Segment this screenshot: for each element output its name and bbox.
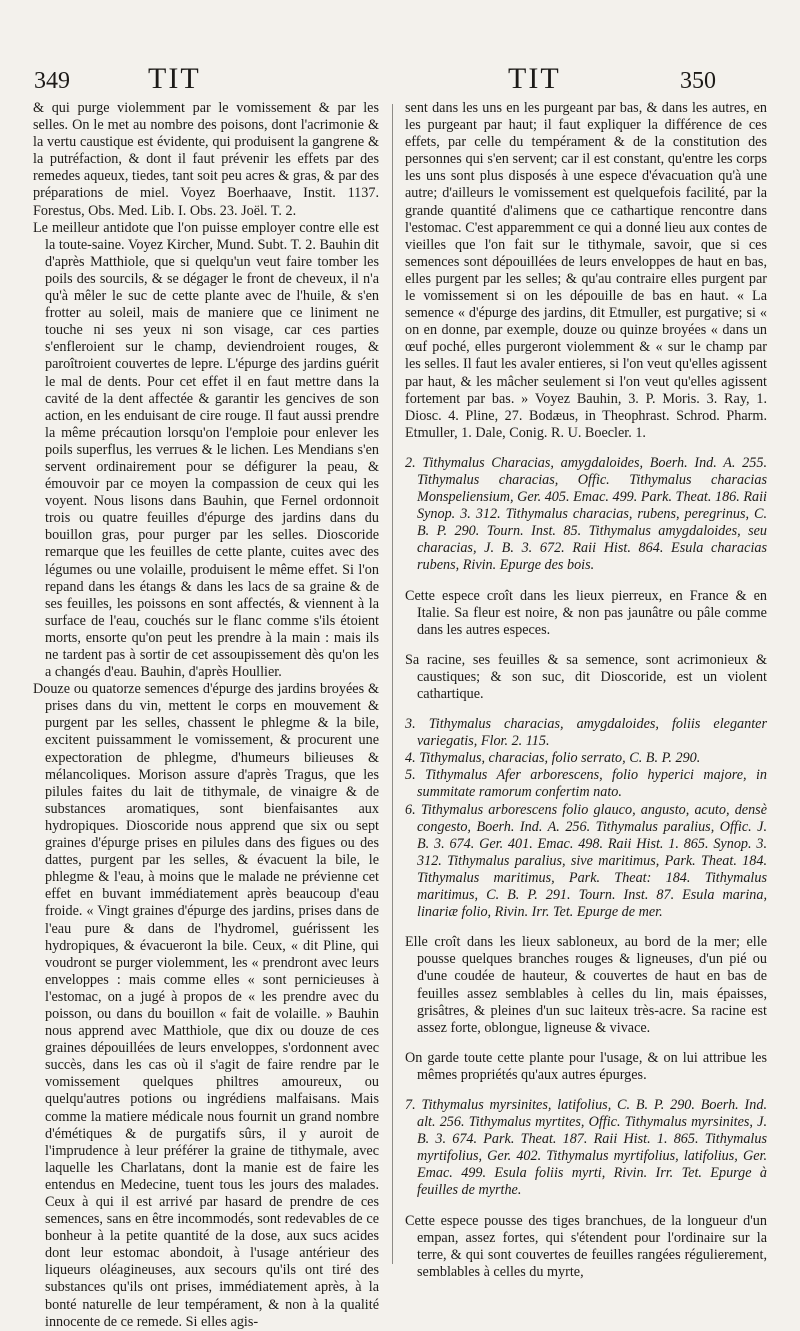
species-entry-6: 6. Tithymalus arborescens folio glauco, angusto, acuto, densè congesto, Boerh. Ind. A. 256. Tithymalus paralius, Offic. J. B. 3. 674. Ger. 401. Emac. 498. Raii Hist. 1. 865. Synop. 3. 312. Tithymalus paralius, sive maritimus, Park. Theat. 184. Tithymalus maritimus, Park. Theat: 184. Tithymalus maritimus, C. B. P. 291. Tourn. Inst. 87. Esula marina, linariæ folio, Rivin. Irr. Tet. Epurge de mer.: [405, 801, 767, 921]
left-column: [33, 100, 379, 1331]
page-number-left: 349: [34, 68, 70, 94]
paragraph: Douze ou quatorze semences d'épurge des jardins broyées & prises dans du vin, mettent le corps en mouvement & purgent par les selles, chassent le phlegme & la bile, excitent puissamment le vomissement, & procurent une expectoration de phlegme, d'humeurs bilieuses & mélancoliques. Morison assure d'après Tragus, que les pilules faites du lait de tithymale, de vinaigre & de substances aromatiques, sont bienfaisantes aux hydropiques. Dioscoride nous apprend que six ou sept graines d'épurge prises en pilules dans des figues ou des dattes, purgent par les selles, & évacuent la bile, le phlegme & l'eau, à moins que le malade ne prévienne cet effet en buvant immédiatement après beaucoup d'eau froide. « Vingt graines d'épurge des jardins, prises dans de l'eau pure & dans de l'hydromel, guérissent les hydropiques, & évacueront la bile. Ceux, « dit Pline, qui voudront se purger violemment, les « prendront avec leurs enveloppes : mais comme elles « sont pernicieuses à l'estomac, on a jugé à propos de « les prendre avec du poisson, ou dans du bouillon « fait de volaille. » Bauhin nous apprend avec Matthiole, que dix ou douze de ces graines dépouillées de leurs enveloppes, s'ordonnent avec succès, dans les cas où il s'agit de faire rendre par le vomissement quelques philtres amoureux, ou quelqu'autres potions ou ingrédiens malfaisans. Mais comme la matiere médicale nous fournit un grand nombre d'émétiques & de purgatifs sûrs, il y auroit de l'imprudence à leur préférer la graine de tithymale, avec laquelle les Charlatans, dont la manie est de faire les entendus en Medecine, tuent tous les jours des malades. Ceux à qui il est arrivé par hasard de prendre de ces semences, sans en être incommodés, sont redevables de ce bonheur à la petite quantité de la dose, aux sucs acides dont leur estomac abondoit, à l'usage antérieur des liqueurs oléagineuses, aux secours qu'ils ont tiré des substances qu'ils ont prises, immédiatement après, à la bonté naturelle de leur tempérament, & non à la qualité innocente de ce remede. Si elles agis-: [33, 681, 379, 1330]
paragraph: Cette espece pousse des tiges branchues, de la longueur d'un empan, assez fortes, qui s'étendent pour l'ordinaire sur la terre, & qui sont couvertes de feuilles rangées régulierement, semblables à celles du myrte,: [405, 1212, 767, 1280]
running-title-right: TIT: [508, 62, 561, 95]
paragraph: Cette espece croît dans les lieux pierreux, en France & en Italie. Sa fleur est noire, & non pas jaunâtre ou pâle comme dans les autres especes.: [405, 587, 767, 638]
paragraph: Sa racine, ses feuilles & sa semence, sont acrimonieux & caustiques; & son suc, dit Dioscoride, est un violent cathartique.: [405, 651, 767, 702]
running-header: [0, 62, 800, 98]
species-entry-7: 7. Tithymalus myrsinites, latifolius, C. B. P. 290. Boerh. Ind. alt. 256. Tithymalus myrtites, Offic. Tithymalus myrsinites, J. B. 3. 674. Park. Theat. 187. Raii Hist. 1. 865. Tithymalus myrtifolius, Ger. 402. Tithymalus myrtifolius, latifolius, Ger. Emac. 499. Esula foliis myrti, Rivin. Irr. Tet. Epurge à feuilles de myrthe.: [405, 1096, 767, 1199]
running-title-left: TIT: [148, 62, 201, 95]
paragraph: & qui purge violemment par le vomissement & par les selles. On le met au nombre des poisons, dont l'acrimonie & la vertu caustique est évidente, qui produisent la gangrene & la putréfaction, & dont il faut prévenir les effets par des remedes aqueux, tiedes, tant soit peu acres & gras, & par des préparations de miel. Voyez Boerhaave, Instit. 1137. Forestus, Obs. Med. Lib. I. Obs. 23. Joël. T. 2.: [33, 100, 379, 219]
right-column: [405, 100, 767, 1281]
column-divider: [392, 104, 393, 1264]
species-entry-2: 2. Tithymalus Characias, amygdaloides, Boerh. Ind. A. 255. Tithymalus characias, Offic. Tithymalus characias Monspeliensium, Ger. 405. Emac. 499. Park. Theat. 186. Raii Synop. 3. 312. Tithymalus characias, rubens, peregrinus, C. B. P. 290. Tourn. Inst. 85. Tithymalus amygdaloides, seu characias, J. B. 3. 672. Raii Hist. 864. Esula characias rubens, Rivin. Epurge des bois.: [405, 454, 767, 574]
species-entry-3: 3. Tithymalus characias, amygdaloides, foliis eleganter variegatis, Flor. 2. 115.: [405, 716, 767, 750]
paragraph: Elle croît dans les lieux sabloneux, au bord de la mer; elle pousse quelques branches rouges & ligneuses, d'un pié ou d'une coudée de hauteur, & couvertes de haut en bas de feuilles assez semblables à celles du lin, mais épaisses, grisâtres, & pleines d'un suc laiteux très-acre. Sa racine est assez forte, oblongue, ligneuse & vivace.: [405, 934, 767, 1036]
species-entry-5: 5. Tithymalus Afer arborescens, folio hyperici majore, in summitate ramorum confertim nato.: [405, 767, 767, 801]
paragraph: On garde toute cette plante pour l'usage, & on lui attribue les mêmes propriétés qu'aux autres épurges.: [405, 1049, 767, 1083]
paragraph: Le meilleur antidote que l'on puisse employer contre elle est la toute-saine. Voyez Kircher, Mund. Subt. T. 2. Bauhin dit d'après Matthiole, que si quelqu'un veut faire tomber les poils des sourcils, & se dégager le front de cheveux, il n'a qu'à mêler le suc de cette plante avec de l'huile, & s'en frotter au soleil, mais de maniere que ce liniment ne touche ni ses yeux ni son visage, car ces parties s'enfleroient sur le champ, deviendroient rouges, & paroîtroient couvertes de lepre. L'épurge des jardins guérit le mal de dents. Pour cet effet il en faut mettre dans la cavité de la dent affectée & garantir les gencives de son action, en les enduisant de cire rouge. Il faut aussi prendre la même précaution lorsqu'on l'emploie pour enlever les poils superflus, les verrues & le lichen. Les Mendians s'en servent ordinairement pour se défigurer la peau, & émouvoir par ce moyen la compassion de ceux qui les voyent. Nous lisons dans Bauhin, que Fernel ordonnoit trois ou quatre feuilles d'épurge des jardins dans du bouillon gras, pour purger par les selles. Dioscoride remarque que les feuilles de cette plante, cuites avec des légumes ou une volaille, produisent le même effet. Si l'on repand dans les étangs & dans les lacs de sa graine & de ses feuilles, les poissons en sont affectés, & viennent à la surface de l'eau, couchés sur le flanc comme s'ils étoient morts, ensorte qu'on peut les prendre à la main : mais ils ne tardent pas à sortir de cet assoupissement dès qu'on les a changés d'eau. Bauhin, d'après Houllier.: [33, 219, 379, 681]
page-number-right: 350: [680, 68, 716, 94]
paragraph: sent dans les uns en les purgeant par bas, & dans les autres, en les purgeant par haut; il faut expliquer la différence de ces effets, par celle du tempérament & de la constitution des personnes qui s'en servent; car il est constant, qu'entre les corps les uns sont plus disposés à une espece d'évacuation qu'à une autre; d'ailleurs le vomissement est quelquefois facilité, par la grande quantité d'alimens que ce cathartique rencontre dans l'estomac. C'est apparemment ce qui a donné lieu aux contes de vieilles que l'on fait sur le tithymale, savoir, que si ces semences sont dépouillées de leurs enveloppes de haut en bas, elles purgent par les selles; & qu'au contraire elles purgent par le vomissement si on les dépouille de bas en haut. « La semence « d'épurge des jardins, dit Etmuller, est purgative; si « on en donne, par exemple, douze ou quinze broyées « dans un œuf poché, elles purgeront violemment & « sur le champ par les selles. Il faut les avaler entieres, si l'on veut qu'elles agissent par haut, & les mâcher seulement si l'on veut qu'elles agissent fortement par bas. » Voyez Bauhin, 3. P. Moris. 3. Ray, 1. Diosc. 4. Pline, 27. Bodæus, in Theophrast. Schrod. Pharm. Etmuller, 1. Dale, Conig. R. U. Boecler. 1.: [405, 100, 767, 441]
species-entry-4: 4. Tithymalus, characias, folio serrato, C. B. P. 290.: [405, 750, 701, 767]
